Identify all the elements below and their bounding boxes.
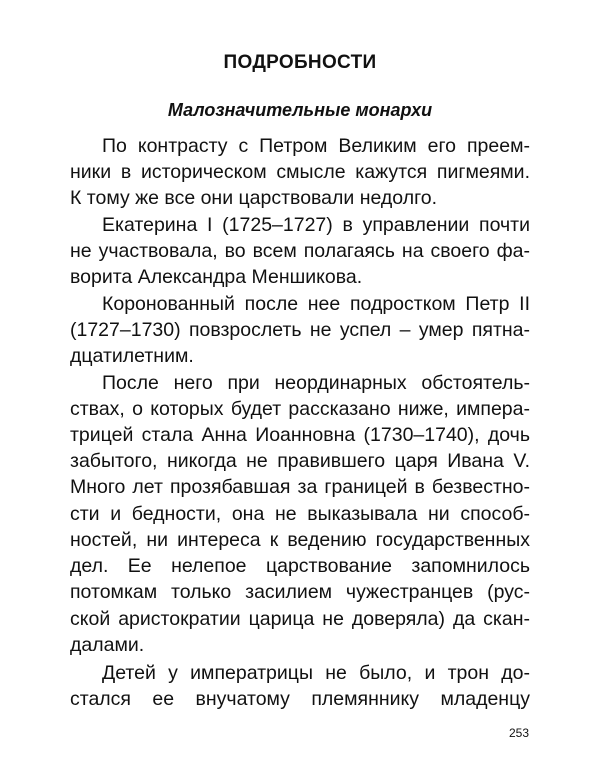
text-line: К тому же все они царствовали недолго.: [70, 187, 438, 209]
chapter-subheading: Малозначительные монархи: [167, 100, 433, 120]
text-line: После него при неординарных обстоятель-: [102, 372, 530, 394]
text-line: далами.: [70, 634, 145, 656]
text-line: стался ее внучатому племяннику младенцу: [70, 688, 530, 710]
text-line: трицей стала Анна Иоанновна (1730–1740), дочь: [70, 424, 530, 446]
text-line: ностей, ни интереса к ведению государственных: [70, 529, 530, 551]
text-line: потомкам только засилием чужестранцев (рус-: [70, 581, 530, 603]
section-heading: ПОДРОБНОСТИ: [223, 52, 377, 73]
page-number: 253: [508, 726, 529, 740]
text-line: забытого, никогда не правившего царя Ивана V.: [70, 450, 530, 472]
text-line: ники в историческом смысле кажутся пигмеями.: [70, 161, 530, 183]
text-line: дцатилетним.: [70, 345, 194, 367]
text-line: Детей у императрицы не было, и трон до-: [102, 662, 530, 684]
text-line: По контрасту с Петром Великим его преем-: [102, 135, 530, 157]
text-line: Екатерина I (1725–1727) в управлении почти: [102, 214, 530, 236]
text-line: Коронованный после нее подростком Петр II: [102, 293, 530, 315]
text-line: не участвовала, во всем полагаясь на своего фа-: [70, 240, 530, 262]
text-line: дел. Ее нелепое царствование запомнилось: [70, 555, 530, 577]
text-line: (1727–1730) повзрослеть не успел – умер пятна-: [70, 319, 530, 341]
text-line: ствах, о которых будет рассказано ниже, импера-: [70, 398, 530, 420]
text-line: Много лет прозябавшая за границей в безвестно-: [70, 476, 530, 498]
text-line: сти и бедности, она не выказывала ни способ-: [70, 503, 530, 525]
text-line: ворита Александра Меншикова.: [70, 266, 363, 288]
text-line: ской аристократии царица не доверяла) да скан-: [70, 608, 530, 630]
